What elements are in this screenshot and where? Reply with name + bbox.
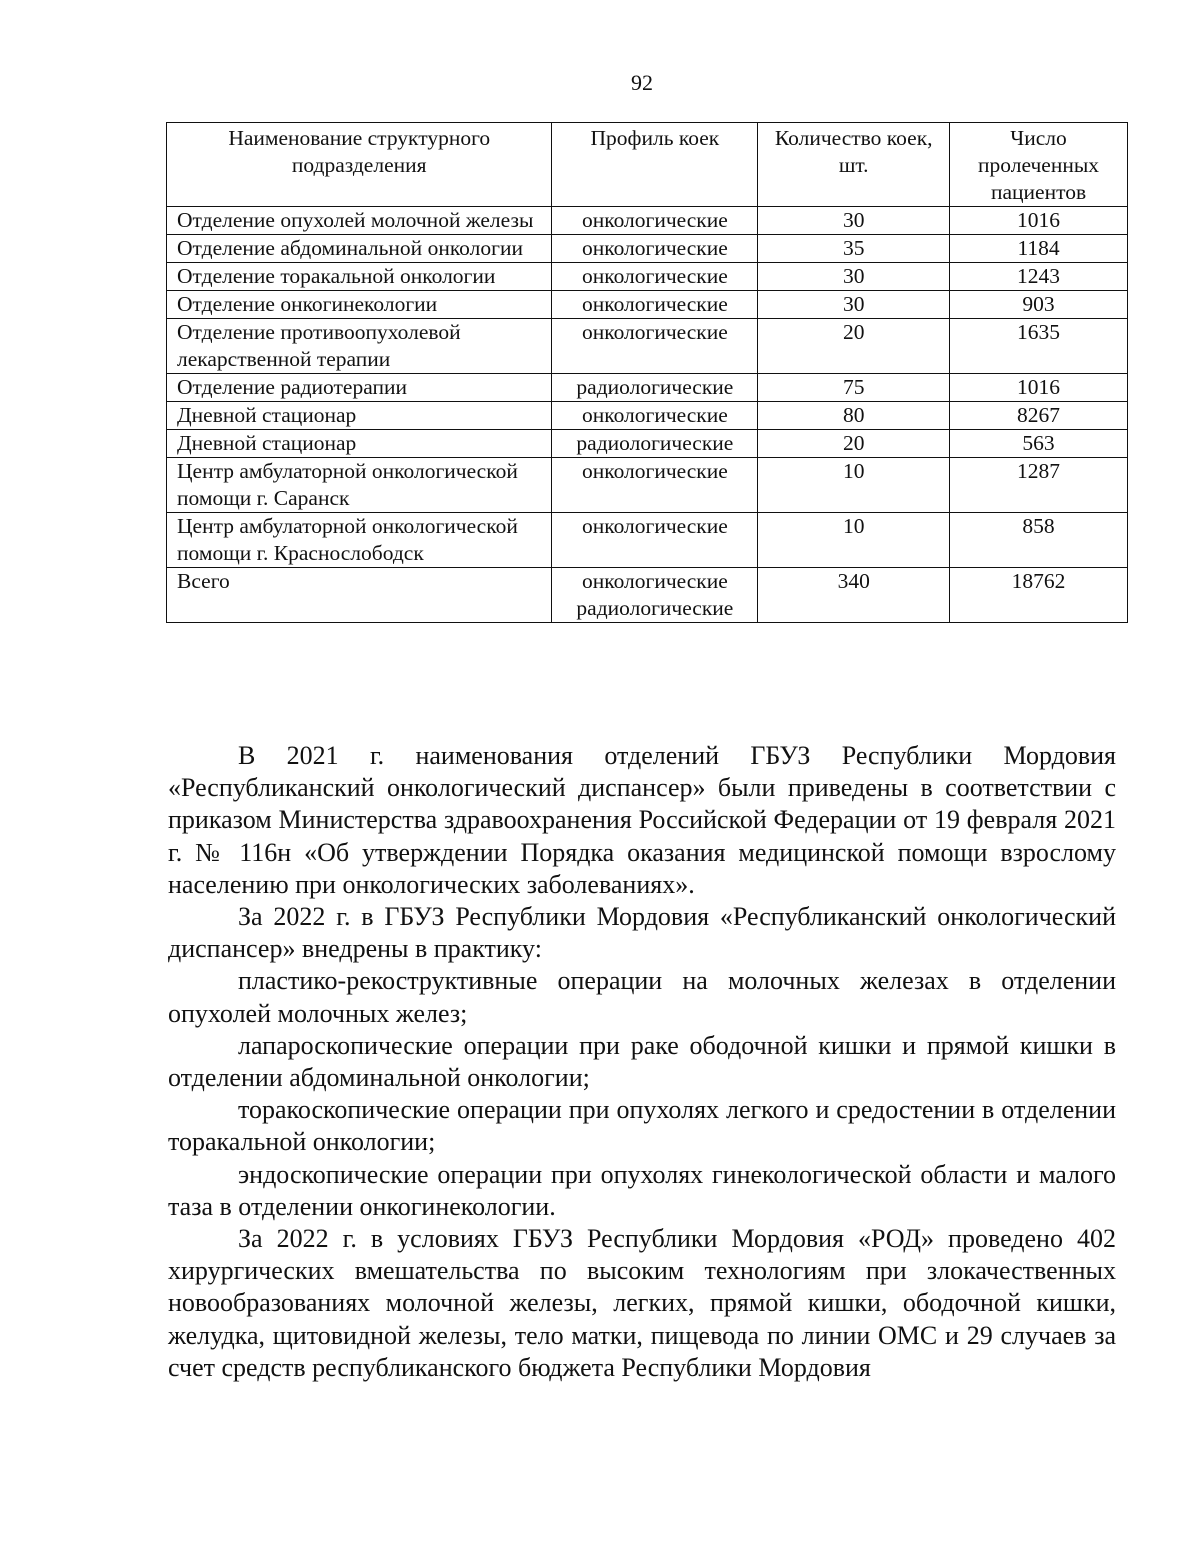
table-row xyxy=(167,430,1128,458)
table-row xyxy=(167,319,1128,374)
paragraph: В 2021 г. наименования отделений ГБУЗ Республики Мордовия «Республиканский онкологический диспансер» были приведены в соответствии с приказом Министерства здравоохранения Российской Федерации от 19 февраля 2021 г. № 116н «Об утверждении Порядка оказания медицинской помощи взрослому населению при онкологических заболеваниях». xyxy=(168,741,1116,899)
paragraph: лапароскопические операции при раке ободочной кишки и прямой кишки в отделении абдоминальной онкологии; xyxy=(168,1030,1116,1093)
cell-bed-profile: онкологические xyxy=(552,458,758,513)
cell-bed-profile: онкологические xyxy=(552,263,758,291)
beds-table xyxy=(166,122,1128,623)
paragraph: торакоскопические операции при опухолях легкого и средостении в отделении торакальной онкологии; xyxy=(168,1095,1116,1157)
cell-bed-profile: радиологические xyxy=(552,374,758,402)
cell-total-label: Всего xyxy=(167,568,552,623)
table-row xyxy=(167,402,1128,430)
cell-bed-count: 20 xyxy=(758,319,950,374)
cell-patients-treated: 1016 xyxy=(950,374,1128,402)
cell-department: Отделение абдоминальной онкологии xyxy=(167,235,552,263)
cell-patients-treated: 1287 xyxy=(950,458,1128,513)
paragraph: эндоскопические операции при опухолях гинекологической области и малого таза в отделении онкогинекологии. xyxy=(168,1159,1116,1221)
cell-total-beds: 340 xyxy=(758,568,950,623)
paragraph: За 2022 г. в условиях ГБУЗ Республики Мордовия «РОД» проведено 402 хирургических вмешательства по высоким технологиям при злокачественных новообразованиях молочной железы, легких, прямой кишки, ободочной кишки, желудка, щитовидной железы, тело матки, пищевода по линии ОМС и 29 случаев за счет средств республиканского бюджета Республики Мордовия xyxy=(168,1224,1116,1382)
total-profile-line: онкологические xyxy=(581,569,728,593)
cell-department: Дневной стационар xyxy=(167,402,552,430)
cell-bed-count: 30 xyxy=(758,263,950,291)
table-row xyxy=(167,374,1128,402)
paragraph: За 2022 г. в ГБУЗ Республики Мордовия «Республиканский онкологический диспансер» внедрены в практику: xyxy=(168,902,1116,964)
header-bed-count: Количество коек, шт. xyxy=(758,123,950,207)
cell-bed-count: 10 xyxy=(758,513,950,568)
cell-bed-count: 75 xyxy=(758,374,950,402)
cell-bed-profile: онкологические xyxy=(552,291,758,319)
cell-department: Отделение онкогинекологии xyxy=(167,291,552,319)
table-header-row xyxy=(167,123,1128,207)
cell-bed-profile: радиологические xyxy=(552,430,758,458)
body-text xyxy=(168,740,1116,1384)
cell-patients-treated: 563 xyxy=(950,430,1128,458)
cell-bed-count: 30 xyxy=(758,291,950,319)
table-row xyxy=(167,458,1128,513)
table-body xyxy=(167,207,1128,623)
page-number: 92 xyxy=(631,70,653,95)
cell-patients-treated: 1016 xyxy=(950,207,1128,235)
paragraph: пластико-рекоструктивные операции на молочных железах в отделении опухолей молочных желез; xyxy=(168,966,1116,1028)
cell-patients-treated: 1243 xyxy=(950,263,1128,291)
cell-department: Центр амбулаторной онкологической помощи г. Краснослободск xyxy=(167,513,552,568)
cell-bed-count: 30 xyxy=(758,207,950,235)
cell-department: Отделение опухолей молочной железы xyxy=(167,207,552,235)
header-department: Наименование структурного подразделения xyxy=(167,123,552,207)
cell-bed-count: 20 xyxy=(758,430,950,458)
table-row xyxy=(167,263,1128,291)
table-row xyxy=(167,235,1128,263)
header-patients-treated: Число пролеченных пациентов xyxy=(950,123,1128,207)
cell-department: Отделение торакальной онкологии xyxy=(167,263,552,291)
cell-bed-profile: онкологические xyxy=(552,207,758,235)
total-profile-line: радиологические xyxy=(576,596,734,620)
cell-bed-count: 35 xyxy=(758,235,950,263)
header-bed-profile: Профиль коек xyxy=(552,123,758,207)
table-row xyxy=(167,207,1128,235)
cell-patients-treated: 903 xyxy=(950,291,1128,319)
cell-bed-count: 10 xyxy=(758,458,950,513)
cell-total-profile xyxy=(552,568,758,623)
table-total-row xyxy=(167,568,1128,623)
cell-patients-treated: 858 xyxy=(950,513,1128,568)
cell-patients-treated: 8267 xyxy=(950,402,1128,430)
cell-department: Дневной стационар xyxy=(167,430,552,458)
table-row xyxy=(167,291,1128,319)
table-row xyxy=(167,513,1128,568)
cell-patients-treated: 1184 xyxy=(950,235,1128,263)
cell-department: Отделение противоопухолевой лекарственной терапии xyxy=(167,319,552,374)
cell-bed-profile: онкологические xyxy=(552,513,758,568)
cell-bed-profile: онкологические xyxy=(552,235,758,263)
cell-bed-profile: онкологические xyxy=(552,319,758,374)
cell-total-patients: 18762 xyxy=(950,568,1128,623)
cell-department: Центр амбулаторной онкологической помощи г. Саранск xyxy=(167,458,552,513)
cell-bed-count: 80 xyxy=(758,402,950,430)
cell-department: Отделение радиотерапии xyxy=(167,374,552,402)
cell-patients-treated: 1635 xyxy=(950,319,1128,374)
cell-bed-profile: онкологические xyxy=(552,402,758,430)
